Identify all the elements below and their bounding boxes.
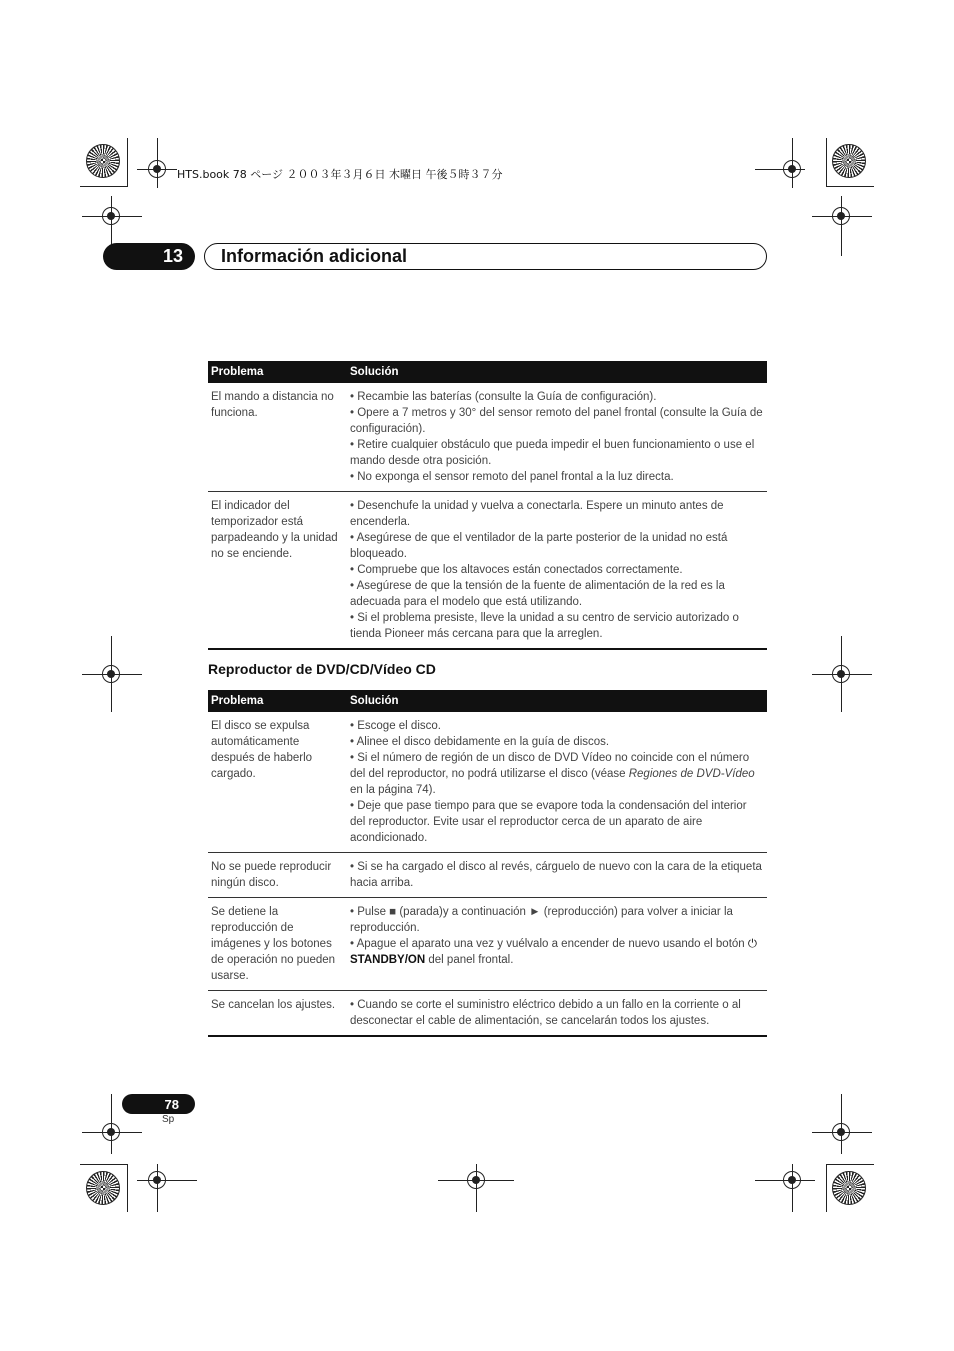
table-row [208, 712, 767, 853]
solution-item: • Escoge el disco. [350, 718, 764, 734]
chapter-title: Información adicional [204, 243, 767, 270]
page-number-badge [122, 1094, 195, 1114]
solution-text: Si el número de región de un disco de DVD Vídeo no coincide con el número del del reproductor, no podrá utilizarse el disco (véase [350, 752, 750, 780]
solution-text: (parada)y a continuación [396, 906, 530, 918]
chapter-number: 13 [162, 246, 183, 266]
solution-cell [347, 383, 767, 492]
solution-item: • Desenchufe la unidad y vuelva a conectarla. Espere un minuto antes de encenderla. [350, 498, 764, 530]
cross-reference: Regiones de DVD-Vídeo [628, 768, 755, 780]
solution-item: • Asegúrese de que el ventilador de la parte posterior de la unidad no está bloqueado. [350, 530, 764, 562]
solution-cell [347, 853, 767, 898]
problem-cell: El mando a distancia no funciona. [208, 383, 347, 492]
problem-cell: El indicador del temporizador está parpadeando y la unidad no se enciende. [208, 492, 347, 650]
solution-item: • Opere a 7 metros y 30° del sensor remoto del panel frontal (consulte la Guía de configuración). [350, 405, 764, 437]
table-row [208, 383, 767, 492]
sunburst-mark-icon [86, 1171, 120, 1205]
page-language-code: Sp [162, 1114, 175, 1125]
solution-cell [347, 492, 767, 650]
column-header-problem: Problema [208, 690, 347, 712]
table-row [208, 853, 767, 898]
solution-item: • Recambie las baterías (consulte la Guía de configuración). [350, 389, 764, 405]
column-header-problem: Problema [208, 361, 347, 383]
section-heading-dvd: Reproductor de DVD/CD/Vídeo CD [208, 661, 436, 677]
solution-item: • Cuando se corte el suministro eléctrico debido a un fallo en la corriente o al desconectar el cable de alimentación, se cancelarán todos los ajustes. [350, 997, 764, 1029]
solution-item: • Asegúrese de que la tensión de la fuente de alimentación de la red es la adecuada para el modelo que está utilizando. [350, 578, 764, 610]
problem-cell: El disco se expulsa automáticamente después de haberlo cargado. [208, 712, 347, 853]
stop-icon: ■ [389, 906, 397, 918]
table-header-row [208, 690, 767, 712]
solution-item: • Alinee el disco debidamente en la guía de discos. [350, 734, 764, 750]
column-header-solution: Solución [347, 361, 767, 383]
table-row [208, 991, 767, 1037]
solution-cell [347, 991, 767, 1037]
table-header-row [208, 361, 767, 383]
troubleshooting-table-general [208, 361, 767, 650]
standby-on-label: STANDBY/ON [350, 954, 426, 966]
solution-item [350, 904, 764, 936]
solution-cell [347, 712, 767, 853]
solution-text: del panel frontal. [425, 954, 514, 966]
print-header: HTS.book 78 ページ ２００３年３月６日 木曜日 午後５時３７分 [177, 168, 503, 181]
solution-text: Pulse [357, 906, 390, 918]
solution-item: • No exponga el sensor remoto del panel frontal a la luz directa. [350, 469, 764, 485]
table-row [208, 492, 767, 650]
chapter-number-badge [103, 243, 195, 270]
sunburst-mark-icon [86, 144, 120, 178]
solution-item: • Retire cualquier obstáculo que pueda impedir el buen funcionamiento o use el mando desde otra posición. [350, 437, 764, 469]
solution-item: • Deje que pase tiempo para que se evapore toda la condensación del interior del reproductor. Evite usar el reproductor cerca de un aparato de aire acondicionado. [350, 798, 764, 846]
play-icon: ► [529, 906, 541, 918]
sunburst-mark-icon [832, 1171, 866, 1205]
power-icon: ⏻ [747, 938, 757, 950]
solution-cell [347, 898, 767, 991]
page-number: 78 [164, 1096, 179, 1112]
solution-text: (reproducción) para volver a iniciar la reproducción. [350, 906, 733, 934]
troubleshooting-table-dvd [208, 690, 767, 1037]
solution-text: en la página 74). [350, 784, 436, 796]
solution-item [350, 936, 764, 968]
problem-cell: Se detiene la reproducción de imágenes y los botones de operación no pueden usarse. [208, 898, 347, 991]
solution-item [350, 750, 764, 798]
table-row [208, 898, 767, 991]
solution-item: • Si se ha cargado el disco al revés, cárguelo de nuevo con la cara de la etiqueta hacia arriba. [350, 859, 764, 891]
sunburst-mark-icon [832, 144, 866, 178]
problem-cell: No se puede reproducir ningún disco. [208, 853, 347, 898]
column-header-solution: Solución [347, 690, 767, 712]
solution-item: • Si el problema presiste, lleve la unidad a su centro de servicio autorizado o tienda Pioneer más cercana para que la arreglen. [350, 610, 764, 642]
solution-text: Apague el aparato una vez y vuélvalo a encender de nuevo usando el botón [356, 938, 748, 950]
solution-item: • Compruebe que los altavoces están conectados correctamente. [350, 562, 764, 578]
problem-cell: Se cancelan los ajustes. [208, 991, 347, 1037]
